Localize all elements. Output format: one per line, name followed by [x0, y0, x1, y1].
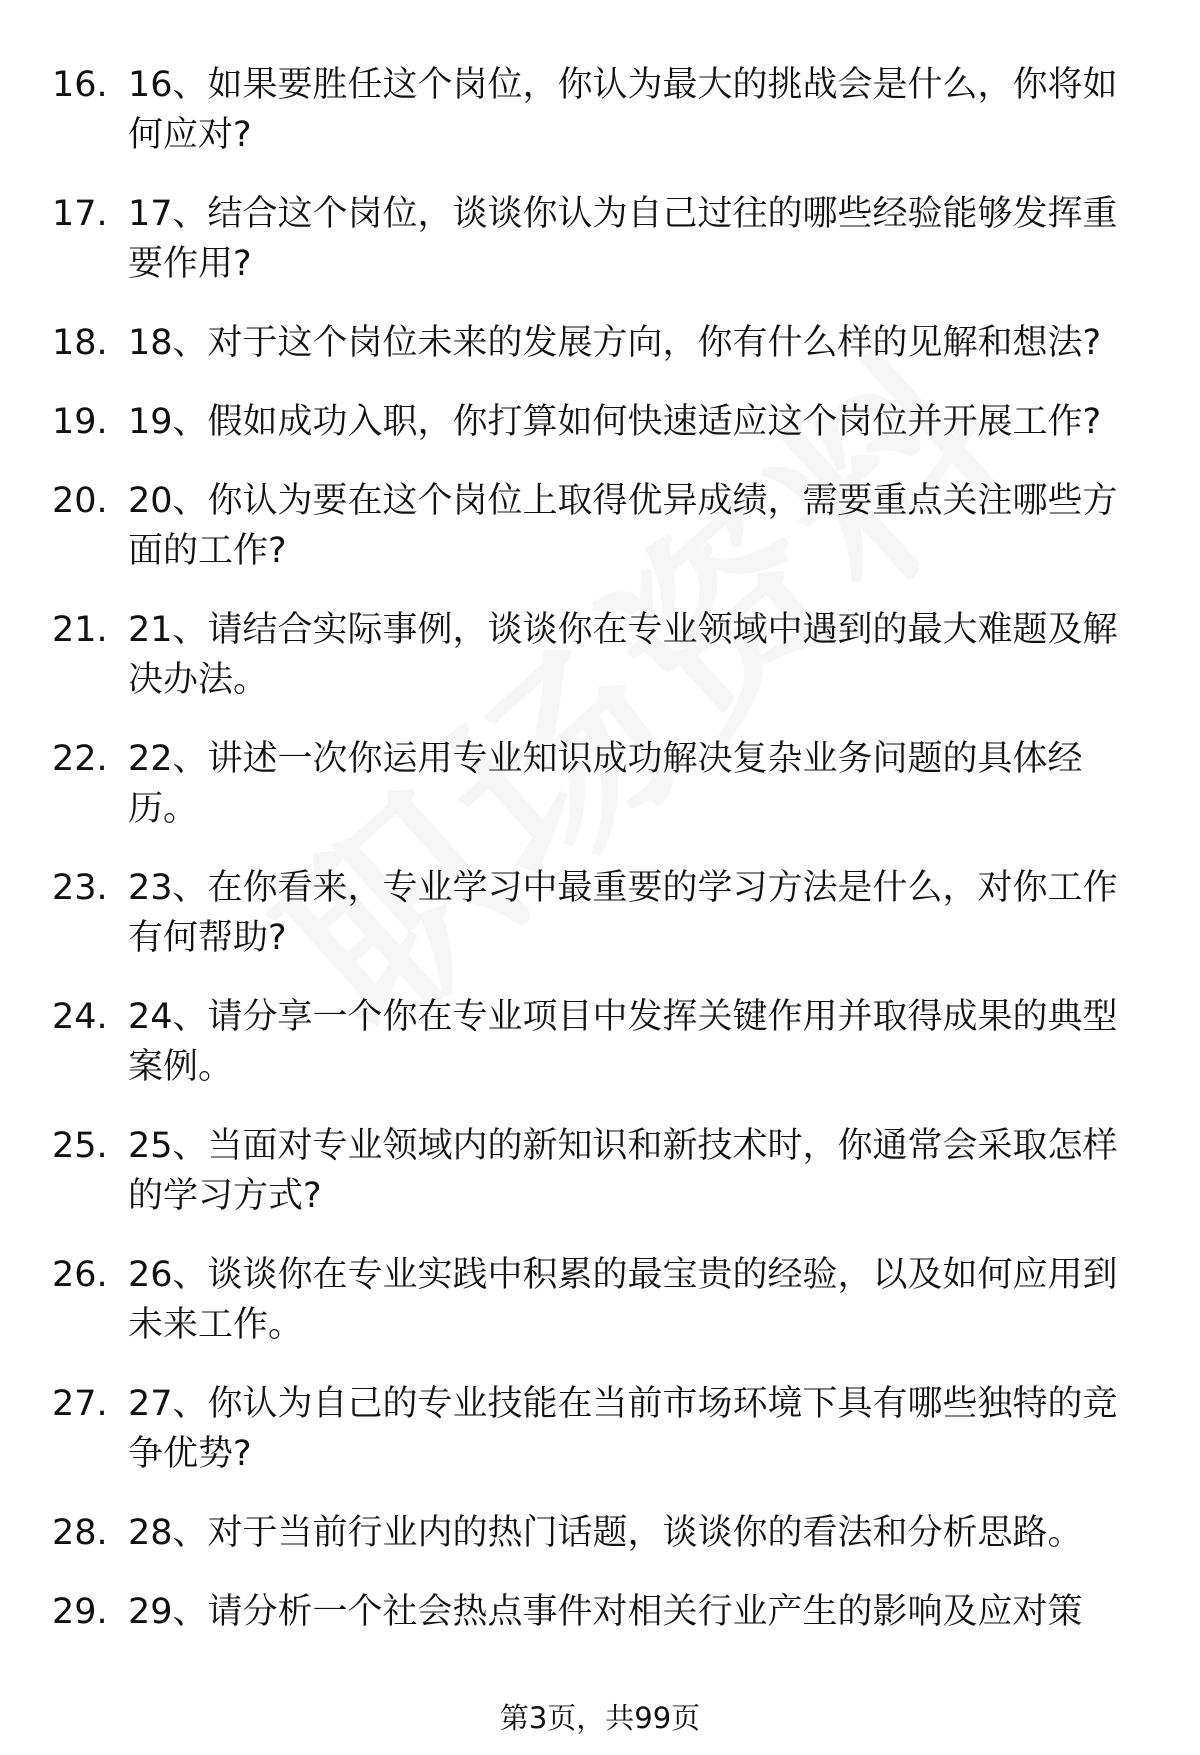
item-number: 23.	[52, 868, 108, 908]
list-item	[52, 189, 1140, 289]
item-text: 19、假如成功入职，你打算如何快速适应这个岗位并开展工作?	[128, 402, 1102, 442]
item-number: 27.	[52, 1384, 108, 1424]
item-number: 28.	[52, 1513, 108, 1553]
item-text: 21、请结合实际事例，谈谈你在专业领域中遇到的最大难题及解决办法。	[128, 610, 1118, 700]
item-number: 19.	[52, 402, 108, 442]
item-number: 20.	[52, 481, 108, 521]
item-text: 27、你认为自己的专业技能在当前市场环境下具有哪些独特的竞争优势?	[128, 1384, 1118, 1474]
item-text: 24、请分享一个你在专业项目中发挥关键作用并取得成果的典型案例。	[128, 997, 1118, 1087]
list-item	[52, 863, 1140, 963]
item-text: 28、对于当前行业内的热门话题，谈谈你的看法和分析思路。	[128, 1513, 1083, 1553]
item-text: 22、讲述一次你运用专业知识成功解决复杂业务问题的具体经历。	[128, 739, 1083, 829]
item-text: 23、在你看来，专业学习中最重要的学习方法是什么，对你工作有何帮助?	[128, 868, 1118, 958]
item-number: 29.	[52, 1592, 108, 1632]
list-item	[52, 60, 1140, 160]
list-item	[52, 992, 1140, 1092]
item-number: 25.	[52, 1126, 108, 1166]
item-text: 26、谈谈你在专业实践中积累的最宝贵的经验，以及如何应用到未来工作。	[128, 1255, 1118, 1345]
list-item	[52, 1121, 1140, 1221]
list-item	[52, 1508, 1140, 1558]
list-item	[52, 476, 1140, 576]
item-number: 16.	[52, 65, 108, 105]
list-item	[52, 1250, 1140, 1350]
item-text: 29、请分析一个社会热点事件对相关行业产生的影响及应对策	[128, 1592, 1083, 1632]
item-text: 16、如果要胜任这个岗位，你认为最大的挑战会是什么，你将如何应对?	[128, 65, 1118, 155]
item-text: 17、结合这个岗位，谈谈你认为自己过往的哪些经验能够发挥重要作用?	[128, 194, 1118, 284]
item-number: 21.	[52, 610, 108, 650]
list-item	[52, 397, 1140, 447]
item-number: 18.	[52, 323, 108, 363]
question-list	[52, 60, 1140, 1637]
list-item	[52, 318, 1140, 368]
item-text: 20、你认为要在这个岗位上取得优异成绩，需要重点关注哪些方面的工作?	[128, 481, 1118, 571]
list-item	[52, 1379, 1140, 1479]
item-number: 24.	[52, 997, 108, 1037]
list-item	[52, 605, 1140, 705]
item-number: 26.	[52, 1255, 108, 1295]
item-number: 22.	[52, 739, 108, 779]
item-text: 18、对于这个岗位未来的发展方向，你有什么样的见解和想法?	[128, 323, 1102, 363]
item-text: 25、当面对专业领域内的新知识和新技术时，你通常会采取怎样的学习方式?	[128, 1126, 1118, 1216]
list-item	[52, 734, 1140, 834]
list-item	[52, 1587, 1140, 1637]
page-number-footer: 第3页，共99页	[499, 1701, 701, 1735]
item-number: 17.	[52, 194, 108, 234]
